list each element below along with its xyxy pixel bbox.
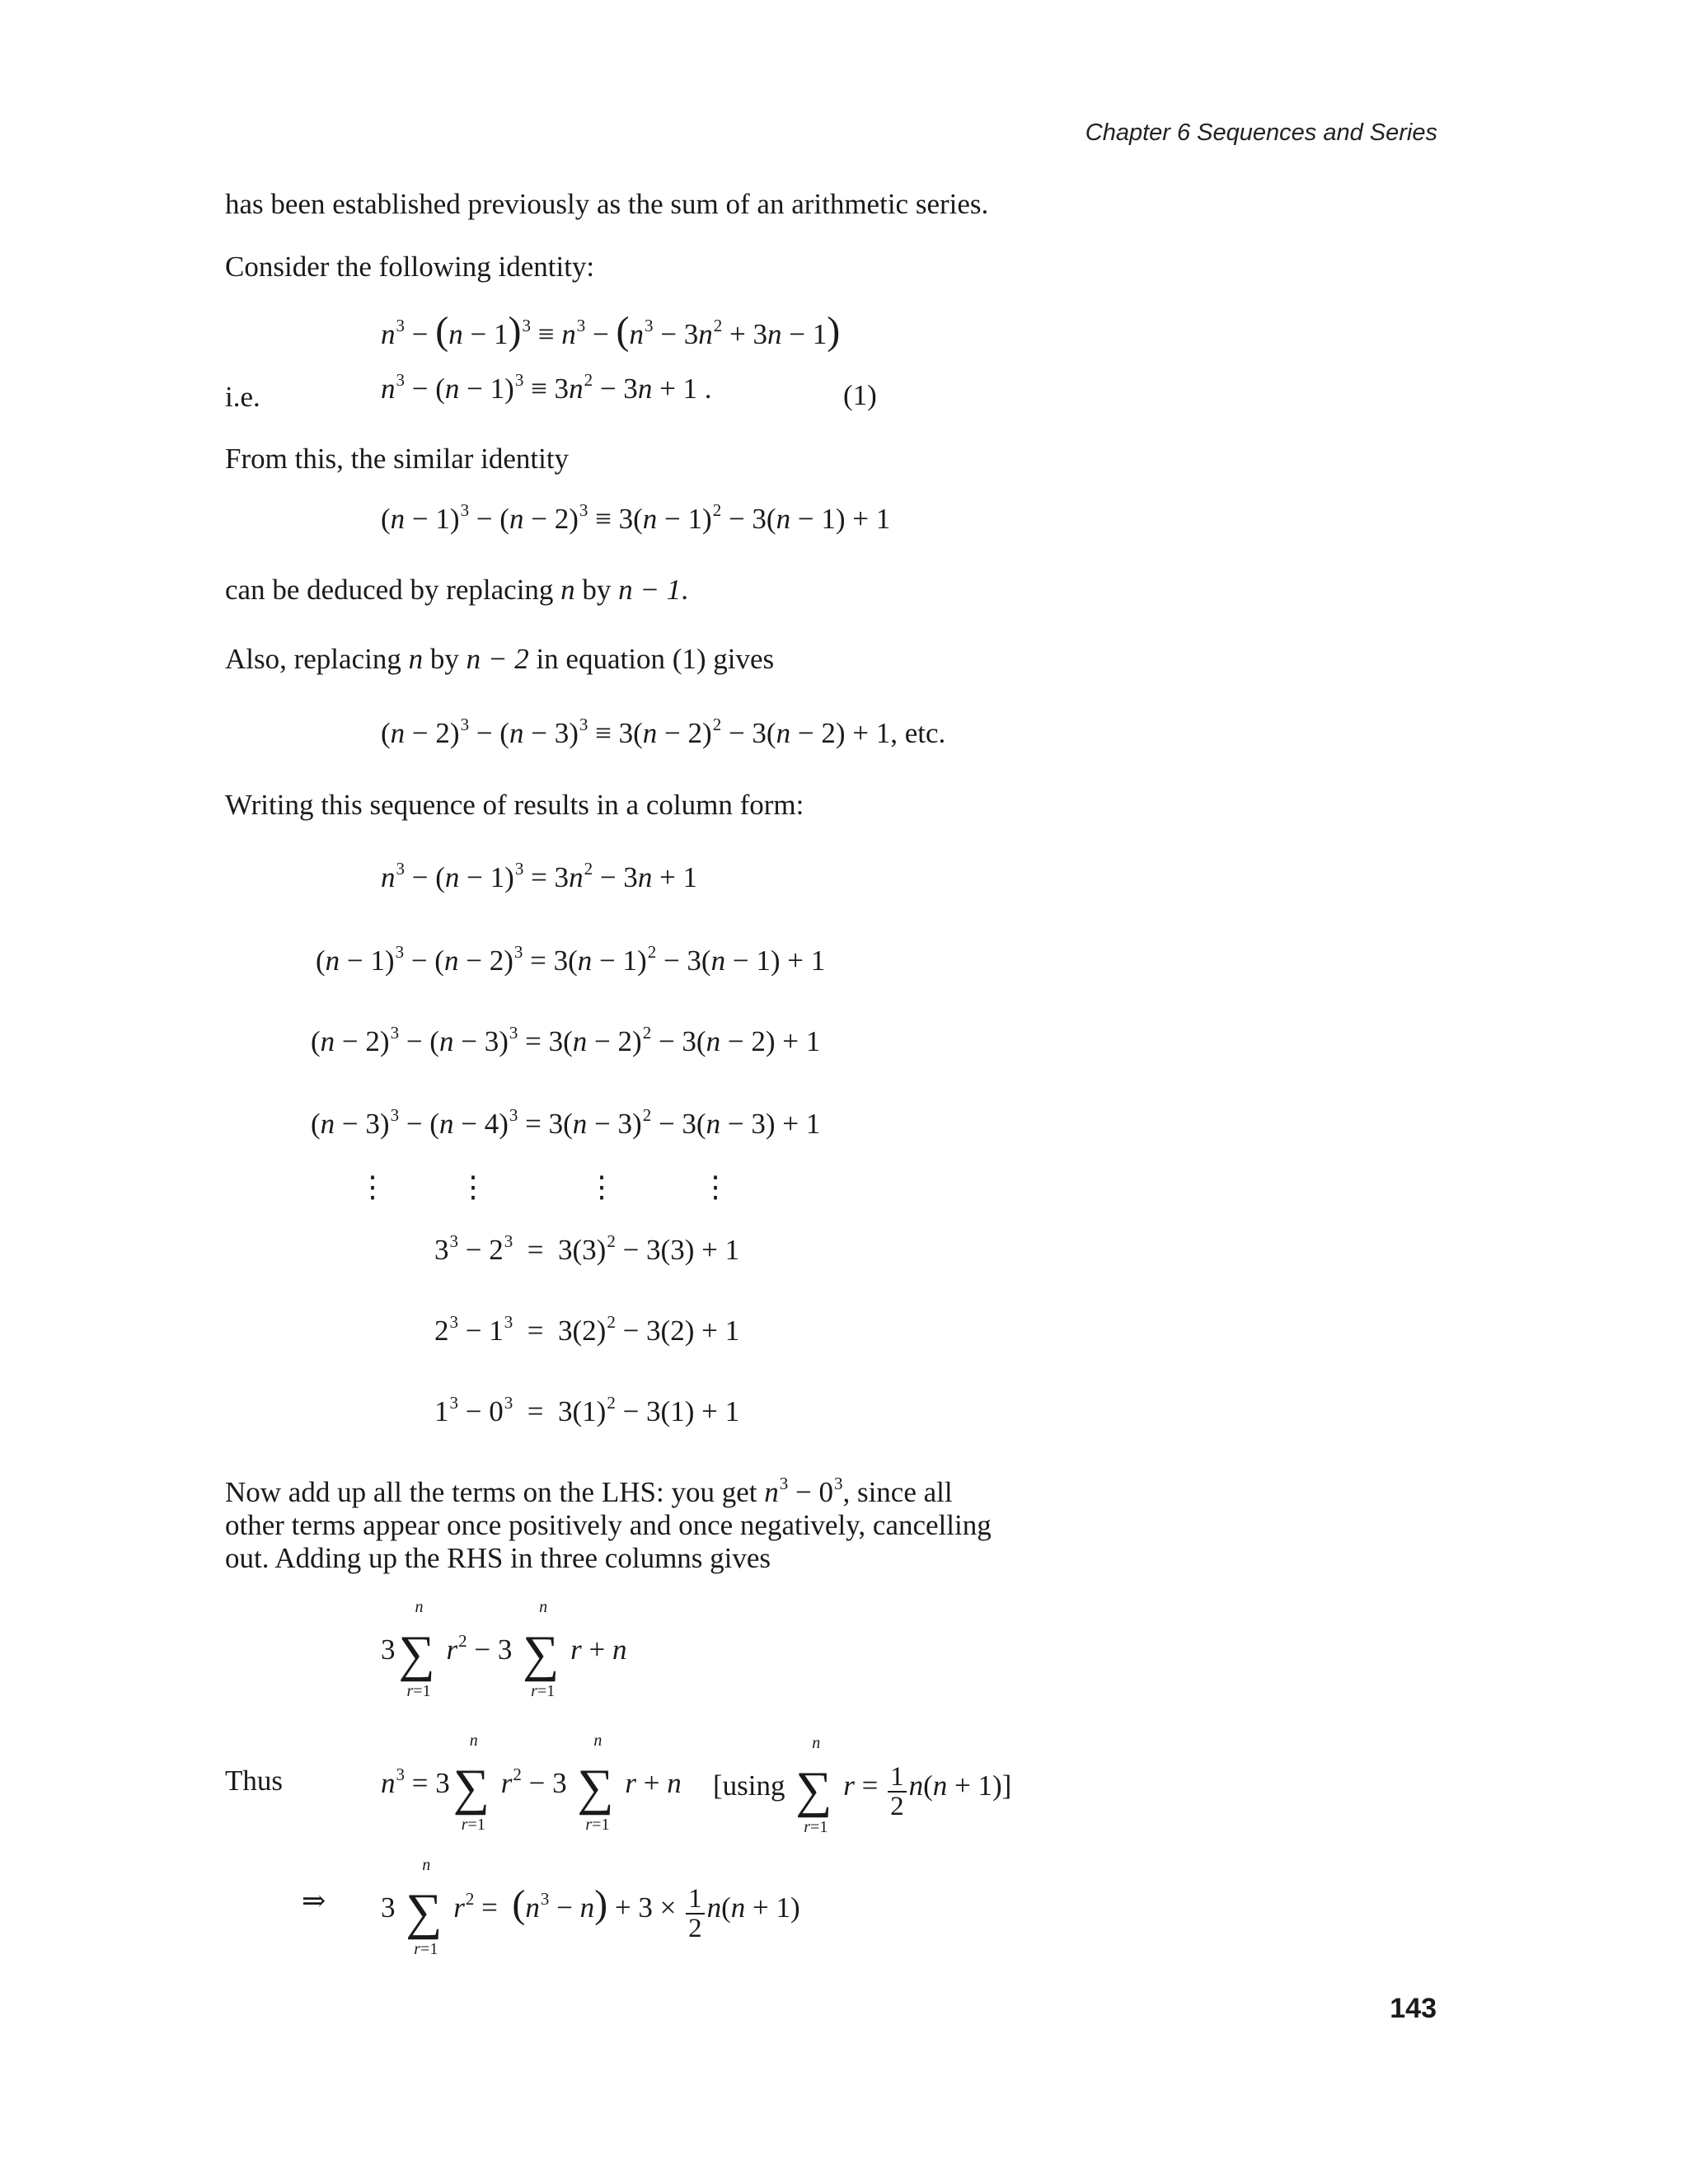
paragraph-similar-identity: From this, the similar identity [225, 443, 570, 475]
paragraph-lhs-line-2: other terms appear once positively and once negatively, cancelling [225, 1509, 992, 1541]
paragraph-lhs-line-3: out. Adding up the RHS in three columns gives [225, 1542, 771, 1574]
deduced-text-b: by [574, 574, 619, 606]
chapter-header: Chapter 6 Sequences and Series [1085, 120, 1437, 146]
deduced-text-d: . [681, 574, 689, 606]
etc-text: , etc. [890, 717, 946, 749]
lhs-text-a: Now add up all the terms on the LHS: you get [225, 1476, 765, 1508]
column-row-2cubed: $2^3 - 1^3 = 3(2)^2 - 3(2) + 1$ [434, 1312, 740, 1347]
deduced-expr: n − 1 [618, 574, 682, 606]
column-row-3cubed: $3^3 - 2^3 = 3(3)^2 - 3(3) + 1$ [434, 1231, 740, 1266]
vdots-3: ⋮ [587, 1170, 617, 1203]
paragraph-also-replacing [225, 641, 774, 677]
implies-symbol: ⇒ [302, 1885, 326, 1917]
page-number: 143 [1390, 1993, 1437, 2024]
sigma-symbol: n ∑ r=1 [523, 1598, 560, 1700]
paragraph-arithmetic-series: has been established previously as the sum of an arithmetic series. [225, 188, 989, 220]
sigma-symbol: n ∑ r=1 [795, 1734, 832, 1836]
using-label: [using [713, 1769, 785, 1802]
equation-rhs-sum: 3 n ∑ r=1 $r^2 - 3$ n ∑ r=1 r + n [381, 1598, 627, 1700]
sigma-symbol: n ∑ r=1 [452, 1732, 490, 1834]
equation-identity-n-minus-1: $(n - 1)^3 - (n - 2)^3 \equiv 3(n - 1)^2 - 3(n - 1) + 1$ [381, 500, 891, 535]
equation-thus: $n^3 = 3$ n ∑ r=1 $r^2 - 3$ n ∑ r=1 r + n [381, 1732, 682, 1834]
equation-identity-n-minus-2: $(n - 2)^3 - (n - 3)^3 \equiv 3(n - 2)^2 - 3(n - 2) + 1$, etc. [381, 715, 946, 749]
paragraph-column-form: Writing this sequence of results in a column form: [225, 789, 804, 821]
equation-1: $n^3 - (n - 1)^3 \equiv 3n^2 - 3n + 1$ . [381, 370, 712, 405]
using-bracket: [using n ∑ r=1 r = $\frac{1}{2}$ n(n + 1)] [713, 1734, 1012, 1836]
equation-number: (1) [843, 379, 877, 411]
vdots-1: ⋮ [358, 1170, 387, 1203]
deduced-text-a: can be deduced by replacing [225, 574, 561, 606]
fraction-half: $\frac{1}{2}$ [888, 1763, 907, 1821]
column-row-1cubed: $1^3 - 0^3 = 3(1)^2 - 3(1) + 1$ [434, 1393, 740, 1427]
also-n: n [408, 643, 424, 675]
paragraph-consider-identity: Consider the following identity: [225, 251, 595, 283]
column-row-4: $(n - 3)^3 - (n - 4)^3 = 3(n - 3)^2 - 3(n - 3) + 1$ [311, 1105, 821, 1140]
vdots-4: ⋮ [701, 1170, 730, 1203]
equation-result: 3 n ∑ r=1 $r^2 = (n^3 - n) + 3$ × $\frac{1}{2}$ n(n + 1) [381, 1856, 800, 1958]
lhs-text-b: , since all [842, 1476, 953, 1508]
column-row-1: $n^3 - (n - 1)^3 = 3n^2 - 3n + 1$ [381, 859, 698, 893]
also-text-a: Also, replacing [225, 643, 409, 675]
also-text-d: in equation (1) gives [528, 643, 775, 675]
sigma-symbol: n ∑ r=1 [406, 1856, 443, 1958]
also-text-b: by [423, 643, 467, 675]
also-expr: n − 2 [466, 643, 529, 675]
column-row-2: $(n - 1)^3 - (n - 2)^3 = 3(n - 1)^2 - 3(n - 1) + 1$ [316, 942, 826, 977]
vdots-2: ⋮ [458, 1170, 488, 1203]
sigma-symbol: n ∑ r=1 [398, 1598, 435, 1700]
ie-label: i.e. [225, 381, 260, 413]
paragraph-deduced [225, 572, 688, 608]
equation-identity-expansion: $n^3 - (n - 1)^3 \equiv n^3 - (n^3 - 3n^2 + 3n - 1)$ [381, 309, 841, 353]
paragraph-lhs-line-1: Now add up all the terms on the LHS: you get $n^3 - 0^3$, since all [225, 1474, 953, 1508]
sigma-symbol: n ∑ r=1 [577, 1732, 614, 1834]
deduced-n: n [560, 574, 575, 606]
thus-label: Thus [225, 1765, 283, 1797]
fraction-half: $\frac{1}{2}$ [686, 1885, 705, 1943]
column-row-3: $(n - 2)^3 - (n - 3)^3 = 3(n - 2)^2 - 3(n - 2) + 1$ [311, 1023, 821, 1057]
